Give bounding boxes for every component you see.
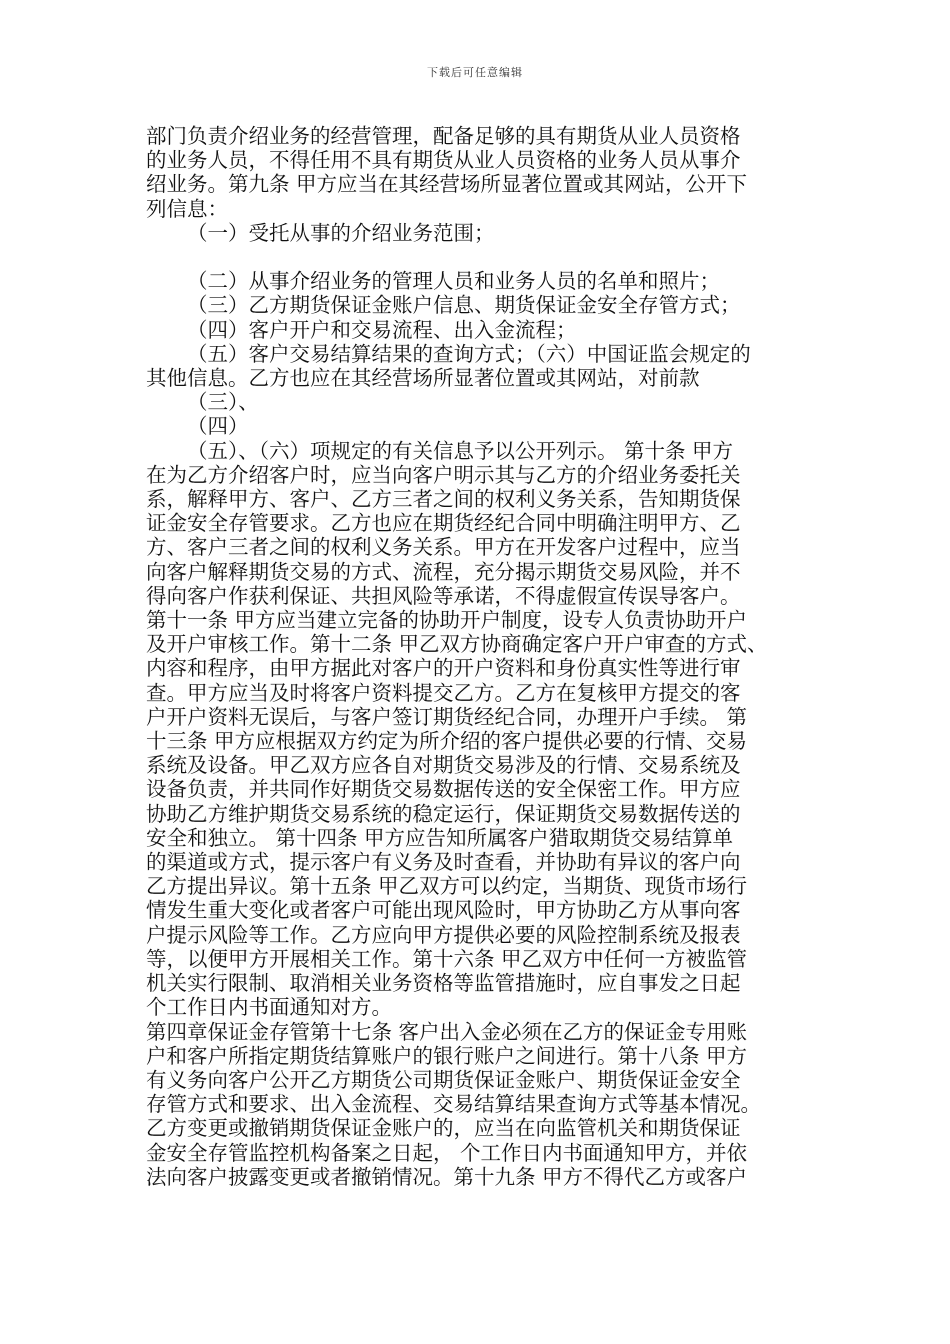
text-line: 设备负责，并共同作好期货交易数据传送的安全保密工作。甲方应	[146, 777, 741, 802]
text-line: 等，以便甲方开展相关工作。第十六条 甲乙双方中任何一方被监管	[146, 946, 748, 971]
text-line: 个工作日内书面通知对方。	[146, 995, 392, 1020]
blank-line	[146, 245, 810, 269]
text-line: 协助乙方维护期货交易系统的稳定运行，保证期货交易数据传送的	[146, 801, 741, 826]
text-line: 的业务人员，不得任用不具有期货从业人员资格的业务人员从事介	[146, 148, 741, 173]
text-line: 户和客户所指定期货结算账户的银行账户之间进行。第十八条 甲方	[146, 1043, 748, 1068]
document-body	[146, 124, 810, 1189]
text-line: 得向客户作获利保证、共担风险等承诺，不得虚假宣传误导客户。	[146, 583, 741, 608]
list-item: （一）受托从事的介绍业务范围；	[187, 220, 495, 245]
text-line: 方、客户三者之间的权利义务关系。甲方在开发客户过程中，应当	[146, 535, 741, 560]
text-line: 系，解释甲方、客户、乙方三者之间的权利义务关系，告知期货保	[146, 487, 741, 512]
text-line: 第四章保证金存管第十七条 客户出入金必须在乙方的保证金专用账	[146, 1019, 748, 1044]
text-line: 及开户审核工作。第十二条 甲乙双方协商确定客户开户审查的方式、	[146, 632, 768, 657]
text-line: 情发生重大变化或者客户可能出现风险时，甲方协助乙方从事向客	[146, 898, 741, 923]
text-line: 乙方提出异议。第十五条 甲乙双方可以约定，当期货、现货市场行	[146, 874, 748, 899]
text-line: 户开户资料无误后，与客户签订期货经纪合同，办理开户手续。 第	[146, 704, 748, 729]
list-item: （三）乙方期货保证金账户信息、期货保证金安全存管方式；	[187, 293, 741, 318]
text-line: 其他信息。乙方也应在其经营场所显著位置或其网站，对前款	[146, 366, 700, 391]
text-line: 证金安全存管要求。乙方也应在期货经纪合同中明确注明甲方、乙	[146, 511, 741, 536]
text-line: 绍业务。第九条 甲方应当在其经营场所显著位置或其网站，公开下	[146, 172, 748, 197]
list-item: （五）、（六）项规定的有关信息予以公开列示。 第十条 甲方	[187, 438, 734, 463]
text-line: 部门负责介绍业务的经营管理，配备足够的具有期货从业人员资格	[146, 124, 741, 148]
text-line: 存管方式和要求、出入金流程、交易结算结果查询方式等基本情况。	[146, 1092, 761, 1117]
text-line: 有义务向客户公开乙方期货公司期货保证金账户、期货保证金安全	[146, 1067, 741, 1092]
text-line: 系统及设备。甲乙双方应各自对期货交易涉及的行情、交易系统及	[146, 753, 741, 778]
text-line: 安全和独立。 第十四条 甲方应告知所属客户猎取期货交易结算单	[146, 825, 734, 850]
text-line: 向客户解释期货交易的方式、流程，充分揭示期货交易风险，并不	[146, 559, 741, 584]
list-item: （三）、	[187, 390, 259, 415]
text-line: 法向客户披露变更或者撤销情况。第十九条 甲方不得代乙方或客户	[146, 1164, 748, 1189]
page-header: 下载后可任意编辑	[427, 66, 523, 79]
text-line: 查。甲方应当及时将客户资料提交乙方。乙方在复核甲方提交的客	[146, 680, 741, 705]
text-line: 在为乙方介绍客户时，应当向客户明示其与乙方的介绍业务委托关	[146, 462, 741, 487]
list-item: （二）从事介绍业务的管理人员和业务人员的名单和照片；	[187, 269, 720, 294]
text-line: 的渠道或方式，提示客户有义务及时查看，并协助有异议的客户向	[146, 850, 741, 875]
text-line: 列信息：	[146, 196, 228, 221]
text-line: 金安全存管监控机构备案之日起， 个工作日内书面通知甲方，并依	[146, 1140, 748, 1165]
list-item: （四）	[187, 414, 249, 439]
text-line: 内容和程序，由甲方据此对客户的开户资料和身份真实性等进行审	[146, 656, 741, 681]
text-line: 机关实行限制、取消相关业务资格等监管措施时，应自事发之日起	[146, 971, 741, 996]
list-item: （五）客户交易结算结果的查询方式；（六）中国证监会规定的	[187, 341, 751, 366]
text-line: 乙方变更或撤销期货保证金账户的，应当在向监管机关和期货保证	[146, 1116, 741, 1141]
text-line: 户提示风险等工作。乙方应向甲方提供必要的风险控制系统及报表	[146, 922, 741, 947]
text-line: 十三条 甲方应根据双方约定为所介绍的客户提供必要的行情、交易	[146, 729, 748, 754]
text-line: 第十一条 甲方应当建立完备的协助开户制度，设专人负责协助开户	[146, 608, 748, 633]
list-item: （四）客户开户和交易流程、出入金流程；	[187, 317, 577, 342]
